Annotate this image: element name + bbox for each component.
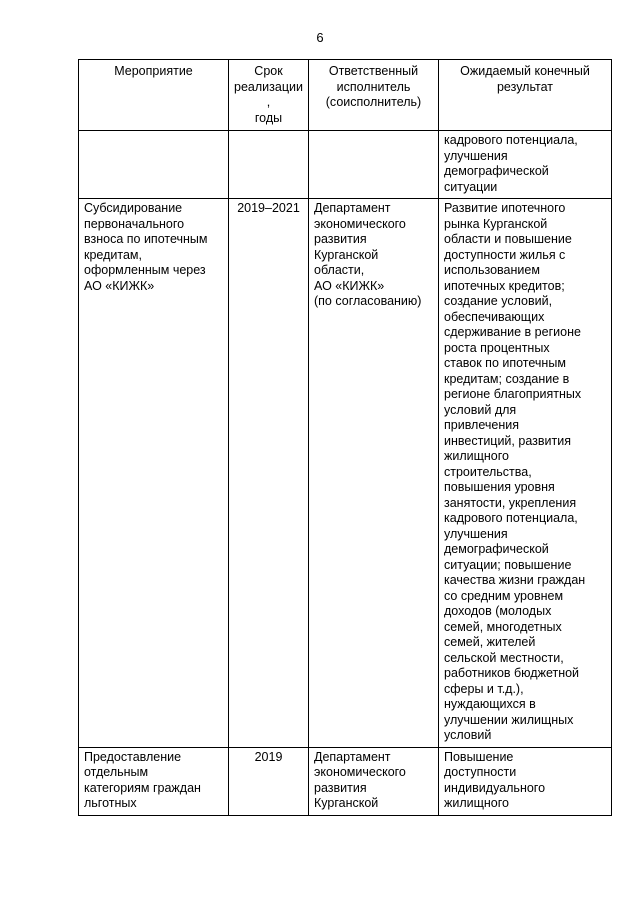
cell-period: 2019–2021 [229,199,309,748]
table-row [79,131,612,199]
table-row [79,199,612,748]
cell-event: Предоставление отдельным категориям граждан льготных [79,747,229,815]
header-executor: Ответственный исполнитель (соисполнитель) [309,60,439,131]
header-period: Срок реализации, годы [229,60,309,131]
table-header-row [79,60,612,131]
cell-executor: Департамент экономического развития Курганской [309,747,439,815]
header-event: Мероприятие [79,60,229,131]
cell-result: кадрового потенциала, улучшения демографической ситуации [439,131,612,199]
cell-result: Развитие ипотечного рынка Курганской области и повышение доступности жилья с использованием ипотечных кредитов; создание условий, обеспечивающих сдерживание в регионе роста процентных ставок по ипотечным кредитам; создание в регионе благоприятных условий для привлечения инвестиций, развития жилищного строительства, повышения уровня занятости, укрепления кадрового потенциала, улучшения демографической ситуации; повышение качества жизни граждан со средним уровнем доходов (молодых семей, многодетных семей, жителей сельской местности, работников бюджетной сферы и т.д.), нуждающихся в улучшении жилищных условий [439,199,612,748]
cell-event [79,131,229,199]
cell-period [229,131,309,199]
cell-result: Повышение доступности индивидуального жилищного [439,747,612,815]
cell-executor: Департамент экономического развития Курганской области, АО «КИЖК» (по согласованию) [309,199,439,748]
page-number: 6 [316,30,324,45]
cell-executor [309,131,439,199]
cell-period: 2019 [229,747,309,815]
measures-table [78,59,612,816]
table-row [79,747,612,815]
header-result: Ожидаемый конечный результат [439,60,612,131]
cell-event: Субсидирование первоначального взноса по ипотечным кредитам, оформленным через АО «КИЖК» [79,199,229,748]
